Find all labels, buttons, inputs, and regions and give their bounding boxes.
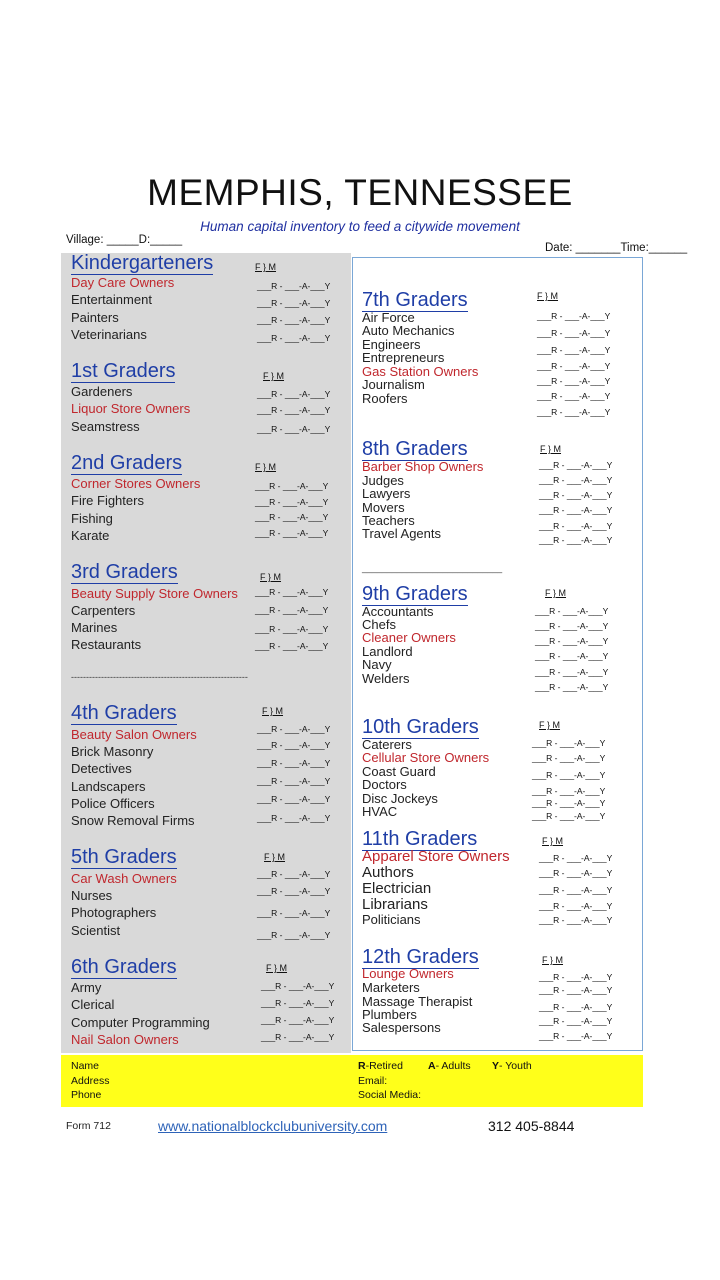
response-blank-field[interactable]: ___R - ___-A-___Y (257, 758, 331, 768)
occupation-item: Clerical (71, 997, 115, 1012)
response-blank-field[interactable]: ___R - ___-A-___Y (257, 886, 331, 896)
occupation-item: Barber Shop Owners (362, 459, 484, 474)
social-media-field[interactable]: Social Media: (358, 1089, 422, 1101)
response-blank-field[interactable]: ___R - ___-A-___Y (257, 813, 331, 823)
section-title: 3rd Graders (71, 561, 178, 583)
response-blank-field[interactable]: ___R - ___-A-___Y (532, 786, 606, 796)
occupation-item: Detectives (71, 761, 132, 776)
response-blank-field[interactable]: ___R - ___-A-___Y (539, 868, 613, 878)
section-title: 8th Graders (362, 438, 468, 460)
gender-column-header: F } M (264, 852, 286, 862)
response-blank-field[interactable]: ___R - ___-A-___Y (257, 424, 331, 434)
response-blank-field[interactable]: ___R - ___-A-___Y (535, 636, 609, 646)
occupation-item: Judges (362, 473, 404, 488)
response-blank-field[interactable]: ___R - ___-A-___Y (255, 587, 329, 597)
response-blank-field[interactable]: ___R - ___-A-___Y (257, 298, 331, 308)
email-field[interactable]: Email: (358, 1075, 388, 1087)
response-blank-field[interactable]: ___R - ___-A-___Y (257, 740, 331, 750)
page-subtitle: Human capital inventory to feed a citywide movement (200, 219, 520, 234)
occupation-item: Restaurants (71, 637, 142, 652)
gender-column-header: F } M (255, 262, 277, 272)
response-blank-field[interactable]: ___R - ___-A-___Y (261, 1032, 335, 1042)
response-blank-field[interactable]: ___R - ___-A-___Y (261, 998, 335, 1008)
grade-section (71, 360, 175, 383)
occupation-item: Seamstress (71, 419, 140, 434)
response-blank-field[interactable]: ___R - ___-A-___Y (539, 535, 613, 545)
response-blank-field[interactable]: ___R - ___-A-___Y (535, 651, 609, 661)
response-blank-field[interactable]: ___R - ___-A-___Y (532, 798, 606, 808)
occupation-item: Nail Salon Owners (71, 1032, 179, 1047)
occupation-item: Teachers (362, 513, 415, 528)
occupation-item: Roofers (362, 391, 408, 406)
contact-info-box (61, 1055, 643, 1107)
gender-column-header: F } M (539, 720, 561, 730)
occupation-item: Police Officers (71, 796, 155, 811)
legend-youth (492, 1060, 532, 1072)
occupation-item: Air Force (362, 310, 415, 325)
gender-column-header: F } M (542, 836, 564, 846)
occupation-item: Movers (362, 500, 405, 515)
separator-right: ____________________________ (362, 563, 503, 573)
section-title: 5th Graders (71, 846, 177, 868)
response-blank-field[interactable]: ___R - ___-A-___Y (255, 641, 329, 651)
occupation-item: Caterers (362, 737, 412, 752)
occupation-item: Photographers (71, 905, 157, 920)
occupation-item: Painters (71, 310, 119, 325)
page-title: MEMPHIS, TENNESSEE (147, 172, 573, 213)
section-title: 12th Graders (362, 946, 479, 968)
occupation-item: Corner Stores Owners (71, 476, 201, 491)
occupation-item: Apparel Store Owners (362, 848, 510, 865)
grade-section (362, 289, 468, 312)
occupation-item: Car Wash Owners (71, 871, 177, 886)
occupation-item: Librarians (362, 896, 428, 913)
occupation-item: Day Care Owners (71, 275, 175, 290)
section-title: 2nd Graders (71, 452, 183, 474)
occupation-item: Engineers (362, 337, 421, 352)
gender-column-header: F } M (542, 955, 564, 965)
legend-retired (358, 1060, 403, 1072)
occupation-item: Travel Agents (362, 526, 442, 541)
occupation-item: Entrepreneurs (362, 350, 445, 365)
occupation-item: Gas Station Owners (362, 364, 479, 379)
occupation-item: Liquor Store Owners (71, 401, 191, 416)
occupation-item: Beauty Salon Owners (71, 727, 197, 742)
section-title: 1st Graders (71, 360, 176, 382)
response-blank-field[interactable]: ___R - ___-A-___Y (532, 811, 606, 821)
response-blank-field[interactable]: ___R - ___-A-___Y (257, 405, 331, 415)
occupation-item: Politicians (362, 912, 421, 927)
occupation-item: Electrician (362, 880, 432, 897)
response-blank-field[interactable]: ___R - ___-A-___Y (539, 475, 613, 485)
response-blank-field[interactable]: ___R - ___-A-___Y (535, 667, 609, 677)
occupation-item: Army (71, 980, 102, 995)
response-blank-field[interactable]: ___R - ___-A-___Y (535, 682, 609, 692)
occupation-item: Entertainment (71, 292, 152, 307)
response-blank-field[interactable]: ___R - ___-A-___Y (261, 1015, 335, 1025)
response-blank-field[interactable]: ___R - ___-A-___Y (539, 521, 613, 531)
occupation-item: Marketers (362, 980, 420, 995)
section-title: 6th Graders (71, 956, 177, 978)
contact-phone: 312 405-8844 (488, 1118, 575, 1134)
occupation-item: Marines (71, 620, 118, 635)
grade-section (71, 956, 177, 979)
occupation-item: Fishing (71, 511, 113, 526)
section-title: Kindergarteners (71, 252, 214, 274)
occupation-item: Journalism (362, 377, 425, 392)
occupation-item: Welders (362, 671, 410, 686)
response-blank-field[interactable]: ___R - ___-A-___Y (255, 528, 329, 538)
occupation-item: Accountants (362, 604, 434, 619)
response-blank-field[interactable]: ___R - ___-A-___Y (539, 1002, 613, 1012)
response-blank-field[interactable]: ___R - ___-A-___Y (535, 621, 609, 631)
gender-column-header: F } M (255, 462, 277, 472)
gender-column-header: F } M (537, 291, 559, 301)
occupation-item: Coast Guard (362, 764, 436, 779)
occupation-item: Veterinarians (71, 327, 147, 342)
response-blank-field[interactable]: ___R - ___-A-___Y (255, 624, 329, 634)
occupation-item: Authors (362, 864, 414, 881)
response-blank-field[interactable]: ___R - ___-A-___Y (537, 345, 611, 355)
gender-column-header: F } M (262, 706, 284, 716)
response-blank-field[interactable]: ___R - ___-A-___Y (255, 481, 329, 491)
response-blank-field[interactable]: ___R - ___-A-___Y (257, 869, 331, 879)
response-blank-field[interactable]: ___R - ___-A-___Y (257, 794, 331, 804)
response-blank-field[interactable]: ___R - ___-A-___Y (539, 853, 613, 863)
response-blank-field[interactable]: ___R - ___-A-___Y (257, 389, 331, 399)
occupation-item: Salespersons (362, 1020, 441, 1035)
response-blank-field[interactable]: ___R - ___-A-___Y (532, 753, 606, 763)
legend-adults (428, 1060, 471, 1072)
response-blank-field[interactable]: ___R - ___-A-___Y (257, 281, 331, 291)
occupation-item: Plumbers (362, 1007, 417, 1022)
section-title: 10th Graders (362, 716, 479, 738)
grade-section (71, 561, 178, 584)
response-blank-field[interactable]: ___R - ___-A-___Y (255, 512, 329, 522)
occupation-item: Disc Jockeys (362, 791, 438, 806)
response-blank-field[interactable]: ___R - ___-A-___Y (539, 972, 613, 982)
response-blank-field[interactable]: ___R - ___-A-___Y (539, 985, 613, 995)
occupation-item: Karate (71, 528, 110, 543)
response-blank-field[interactable]: ___R - ___-A-___Y (255, 605, 329, 615)
response-blank-field[interactable]: ___R - ___-A-___Y (255, 497, 329, 507)
occupation-item: Gardeners (71, 384, 133, 399)
occupation-item: Brick Masonry (71, 744, 154, 759)
response-blank-field[interactable]: ___R - ___-A-___Y (261, 981, 335, 991)
name-field[interactable]: Name (71, 1060, 100, 1072)
legend-youth-text: - Youth (499, 1060, 532, 1072)
occupation-item: Cellular Store Owners (362, 750, 490, 765)
response-blank-field[interactable]: ___R - ___-A-___Y (537, 361, 611, 371)
legend-adults-key: A (428, 1060, 436, 1072)
occupation-item: Nurses (71, 888, 113, 903)
form-number: Form 712 (66, 1120, 111, 1132)
grade-section (362, 438, 468, 461)
occupation-item: Carpenters (71, 603, 136, 618)
response-blank-field[interactable]: ___R - ___-A-___Y (539, 505, 613, 515)
response-blank-field[interactable]: ___R - ___-A-___Y (532, 770, 606, 780)
response-blank-field[interactable]: ___R - ___-A-___Y (535, 606, 609, 616)
legend-retired-text: -Retired (365, 1060, 403, 1072)
occupation-item: Cleaner Owners (362, 630, 456, 645)
separator-left: ----------------------------------------------------------- (71, 672, 248, 682)
phone-field[interactable]: Phone (71, 1089, 102, 1101)
occupation-item: Lounge Owners (362, 966, 454, 981)
section-title: 9th Graders (362, 583, 468, 605)
response-blank-field[interactable]: ___R - ___-A-___Y (539, 901, 613, 911)
response-blank-field[interactable]: ___R - ___-A-___Y (539, 885, 613, 895)
occupation-item: Landscapers (71, 779, 146, 794)
response-blank-field[interactable]: ___R - ___-A-___Y (539, 1031, 613, 1041)
grade-section (71, 452, 182, 475)
response-blank-field[interactable]: ___R - ___-A-___Y (539, 490, 613, 500)
date-time-field[interactable]: Date: _______Time:______ (545, 242, 688, 254)
section-title: 4th Graders (71, 702, 177, 724)
response-blank-field[interactable]: ___R - ___-A-___Y (539, 915, 613, 925)
response-blank-field[interactable]: ___R - ___-A-___Y (537, 391, 611, 401)
response-blank-field[interactable]: ___R - ___-A-___Y (532, 738, 606, 748)
response-blank-field[interactable]: ___R - ___-A-___Y (257, 930, 331, 940)
gender-column-header: F } M (266, 963, 288, 973)
gender-column-header: F } M (545, 588, 567, 598)
response-blank-field[interactable]: ___R - ___-A-___Y (539, 1016, 613, 1026)
grade-section (362, 583, 468, 606)
gender-column-header: F } M (260, 572, 282, 582)
response-blank-field[interactable]: ___R - ___-A-___Y (257, 776, 331, 786)
response-blank-field[interactable]: ___R - ___-A-___Y (537, 407, 611, 417)
grade-section (71, 252, 213, 275)
legend-adults-text: - Adults (435, 1060, 471, 1072)
section-title: 11th Graders (362, 828, 478, 850)
address-field[interactable]: Address (71, 1075, 110, 1087)
gender-column-header: F } M (263, 371, 285, 381)
response-blank-field[interactable]: ___R - ___-A-___Y (537, 376, 611, 386)
occupation-item: Massage Therapist (362, 994, 473, 1009)
response-blank-field[interactable]: ___R - ___-A-___Y (257, 908, 331, 918)
village-field[interactable]: Village: _____D:_____ (66, 234, 183, 246)
legend-youth-key: Y (492, 1060, 500, 1072)
occupation-item: HVAC (362, 804, 398, 819)
occupation-item: Beauty Supply Store Owners (71, 586, 238, 601)
grade-section (71, 846, 177, 869)
occupation-item: Chefs (362, 617, 396, 632)
grade-section (362, 716, 479, 739)
response-blank-field[interactable]: ___R - ___-A-___Y (537, 328, 611, 338)
occupation-item: Navy (362, 657, 392, 672)
occupation-item: Computer Programming (71, 1015, 210, 1030)
occupation-item: Lawyers (362, 486, 411, 501)
occupation-item: Snow Removal Firms (71, 813, 195, 828)
response-blank-field[interactable]: ___R - ___-A-___Y (257, 333, 331, 343)
occupation-item: Fire Fighters (71, 493, 144, 508)
occupation-item: Doctors (362, 777, 407, 792)
response-blank-field[interactable]: ___R - ___-A-___Y (257, 315, 331, 325)
response-blank-field[interactable]: ___R - ___-A-___Y (537, 311, 611, 321)
website-link[interactable]: www.nationalblockclubuniversity.com (158, 1118, 388, 1134)
occupation-item: Landlord (362, 644, 413, 659)
occupation-item: Auto Mechanics (362, 323, 455, 338)
gender-column-header: F } M (540, 444, 562, 454)
section-title: 7th Graders (362, 289, 468, 311)
legend-retired-key: R (358, 1060, 366, 1072)
response-blank-field[interactable]: ___R - ___-A-___Y (539, 460, 613, 470)
grade-section (71, 702, 177, 725)
response-blank-field[interactable]: ___R - ___-A-___Y (257, 724, 331, 734)
occupation-item: Scientist (71, 923, 121, 938)
